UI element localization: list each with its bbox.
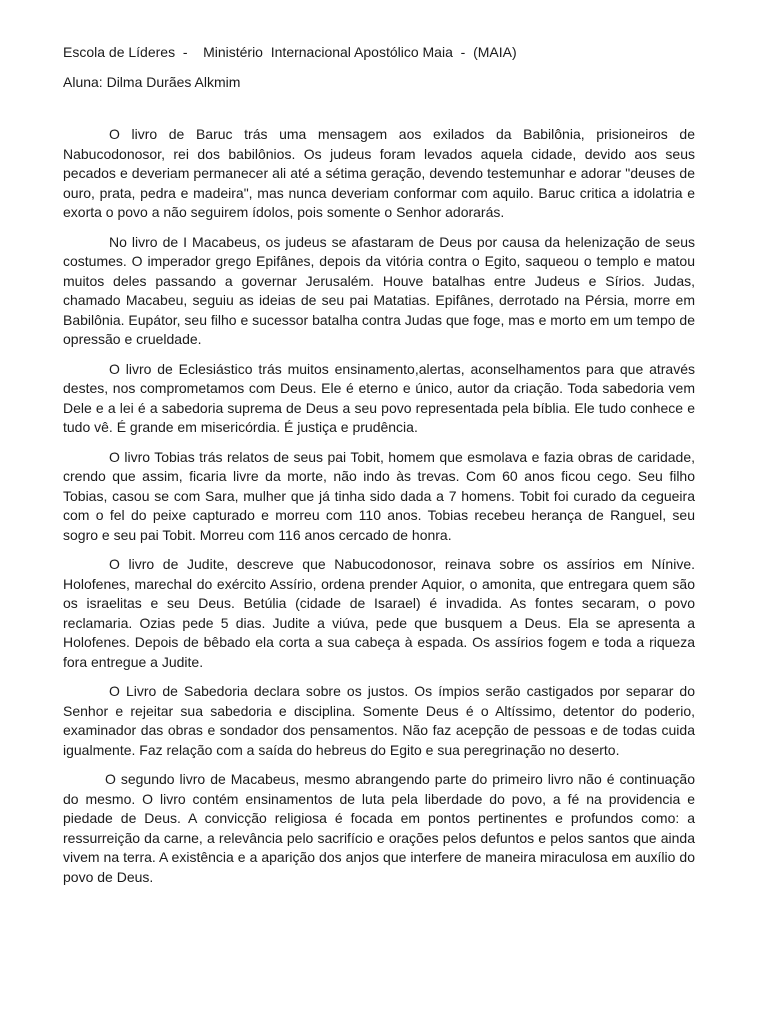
paragraph-ii-macabeus: O segundo livro de Macabeus, mesmo abrangendo parte do primeiro livro não é continuação do mesmo. O livro contém ensinamentos de luta pela liberdade do povo, a fé na providencia e piedade de Deus. A convicção religiosa é focada em pontos pertinentes e profundos como: a ressurreição da carne, a relevância pelo sacrifício e orações pelos defuntos e pelos santos que ainda vivem na terra. A existência e a aparição dos anjos que interfere de maneira miraculosa em auxílio do povo de Deus. bbox=[63, 771, 695, 885]
paragraph-eclesiastico: O livro de Eclesiástico trás muitos ensinamento,alertas, aconselhamentos para que através destes, nos comprometamos com Deus. Ele é eterno e único, autor da criação. Toda sabedoria vem Dele e a lei é a sabedoria suprema de Deus a seu povo representada pela bíblia. Ele tudo conhece e tudo vê. É grande em misericórdia. É justiça e prudência. bbox=[63, 360, 695, 435]
student-name: Aluna: Dilma Durães Alkmim bbox=[63, 74, 241, 90]
paragraph-baruc: O livro de Baruc trás uma mensagem aos exilados da Babilônia, prisioneiros de Nabucodonosor, rei dos babilônios. Os judeus foram levados aquela cidade, devido aos seus pecados e deveriam permanecer ali até a sétima geração, devendo testemunhar e adorar "deuses de ouro, prata, pedra e madeira", mas nunca deveriam conformar com aquilo. Baruc critica a idolatria e exorta o povo a não seguirem ídolos, pois somente o Senhor adorarás. bbox=[63, 126, 695, 220]
paragraph-judite: O livro de Judite, descreve que Nabucodonosor, reinava sobre os assírios em Nínive. Holofenes, marechal do exército Assírio, ordena prender Aquior, o amonita, que entregara quem são os israelitas e seu Deus. Betúlia (cidade de Isarael) é invadida. As fontes secaram, o povo reclamaria. Ozias pede 5 dias. Judite a viúva, pede que busquem a Deus. Ela se apresenta a Holofenes. Depois de bêbado ela corta a sua cabeça à espada. Os assírios fogem e toda a riqueza fora entregue a Judite. bbox=[63, 556, 695, 670]
paragraph-sabedoria: O Livro de Sabedoria declara sobre os justos. Os ímpios serão castigados por separar do Senhor e rejeitar sua sabedoria e disciplina. Somente Deus é o Altíssimo, detentor do poderio, examinador das obras e sondador dos pensamentos. Não faz acepção de pessoas e de todas cuida igualmente. Faz relação com a saída do hebreus do Egito e sua peregrinação no deserto. bbox=[63, 683, 695, 758]
school-header: Escola de Líderes - Ministério Internacional Apostólico Maia - (MAIA) bbox=[63, 44, 517, 60]
paragraph-tobias: O livro Tobias trás relatos de seus pai Tobit, homem que esmolava e fazia obras de caridade, crendo que assim, ficaria livre da morte, não indo às trevas. Com 60 anos ficou cego. Seu filho Tobias, casou se com Sara, mulher que já tinha sido dada a 7 homens. Tobit foi curado da cegueira com o fel do peixe capturado e morreu com 110 anos. Tobias recebeu herança de Ranguel, seu sogro e seu pai Tobit. Morreu com 116 anos cercado de honra. bbox=[63, 448, 695, 543]
document-body bbox=[63, 125, 695, 897]
paragraph-i-macabeus: No livro de I Macabeus, os judeus se afastaram de Deus por causa da helenização de seus costumes. O imperador grego Epifânes, depois da vitória contra o Egito, saqueou o templo e matou muitos deles passando a governar Jerusalém. Houve batalhas entre Judeus e Sírios. Judas, chamado Macabeu, seguiu as ideias de seu pai Matatias. Epifânes, derrotado na Pérsia, morre em Babilônia. Eupátor, seu filho e sucessor batalha contra Judas que foge, mas e morto em um tempo de opressão e crueldade. bbox=[63, 233, 695, 347]
